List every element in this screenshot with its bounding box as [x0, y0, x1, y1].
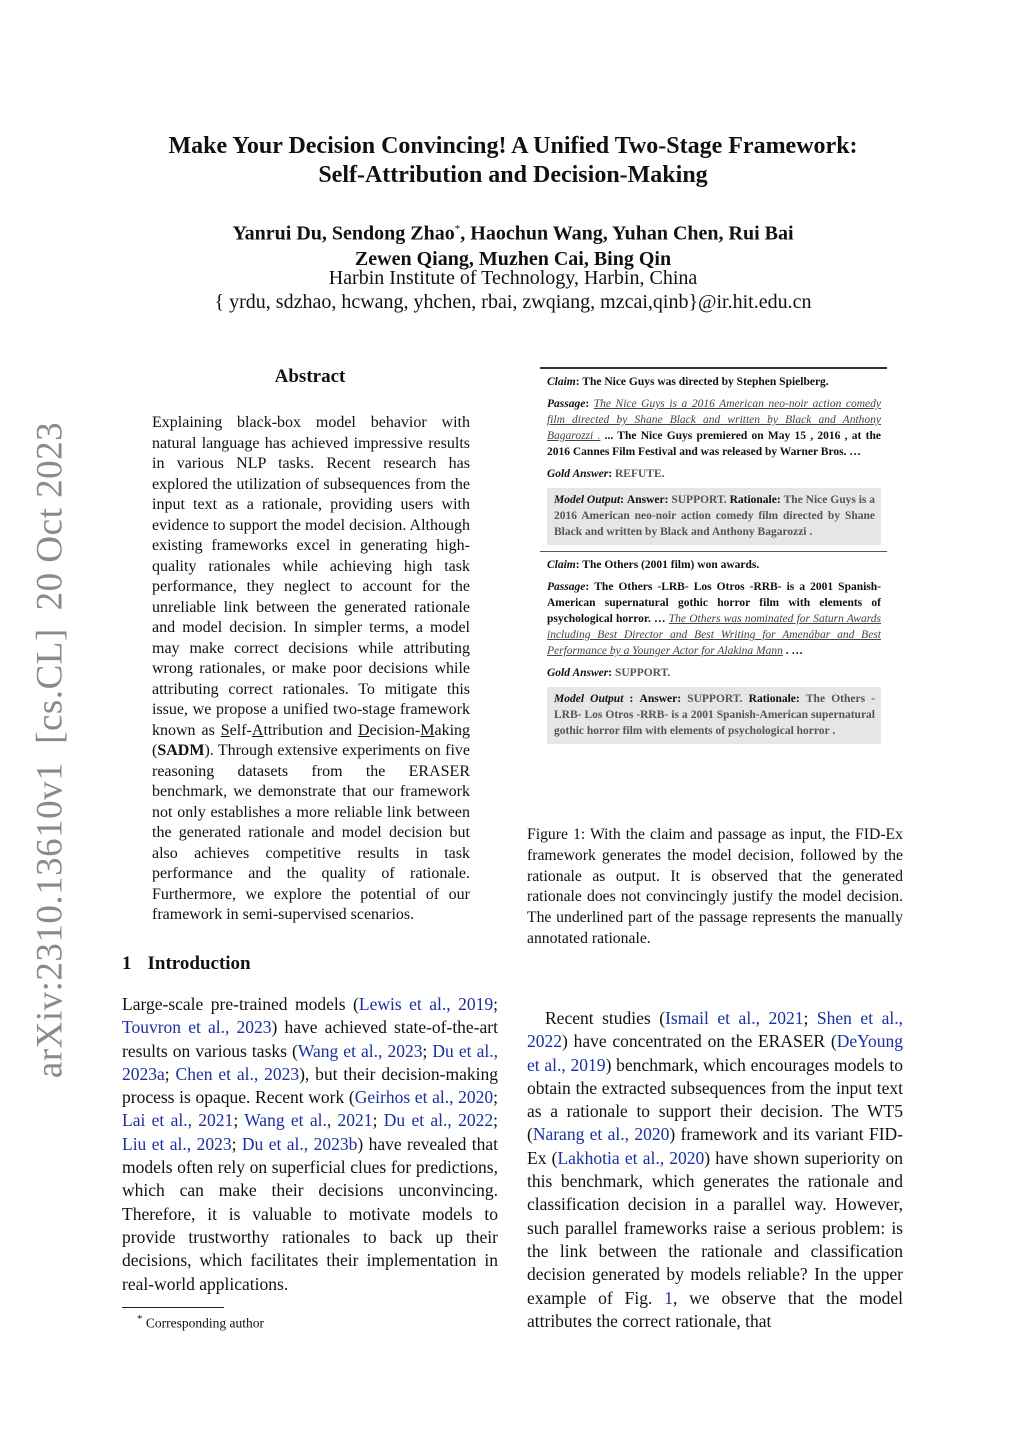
framework-name: Self-Attribution and Decision-Making: [220, 721, 471, 739]
citation-link[interactable]: Du et al., 2023a: [122, 1040, 498, 1084]
ex1-gold: Gold Answer: REFUTE.: [547, 468, 665, 480]
arxiv-date: 20 Oct 2023: [29, 421, 71, 611]
abstract-body: [152, 413, 470, 926]
ex2-passage: Passage: The Others -LRB- Los Otros -RRB- is a 2001 Spanish-American supernatural gothic horror film with elements of psychological horror. … The Others was nominated for Saturn Awards including Best Director and Best Writing for Amenábar and Best Performance by a Younger Actor for Alakina Mann . …: [547, 581, 882, 657]
intro-heading: [122, 953, 251, 975]
authors-line-1a: Yanrui Du, Sendong Zhao: [232, 222, 455, 245]
ex2-claim: Claim: The Others (2001 film) won awards.: [547, 559, 760, 571]
ex2-rationale-underline: The Others was nominated for Saturn Awards including Best Director and Best Writing for Amenábar and Best Performance by a Younger Actor for Alakina Mann: [547, 613, 881, 657]
abstract-heading: Abstract: [274, 366, 346, 387]
ex1-passage: Passage: The Nice Guys is a 2016 American neo-noir action comedy film directed by Shane Black and written by Black and Anthony Bagarozzi . ... The Nice Guys premiered on May 15 , 2016 , at the 2016 Cannes Film Festival and was released by Warner Bros. …: [547, 398, 881, 458]
arxiv-identifier: [29, 422, 72, 1078]
ex1-model-output: Model Output: Answer: SUPPORT. Rationale: The Nice Guys is a 2016 American neo-noir action comedy film directed by Shane Black and written by Black and Anthony Bagarozzi .: [547, 488, 881, 545]
footnote-text: Corresponding author: [142, 1315, 264, 1331]
footnote-rule: [122, 1307, 224, 1308]
citation-link[interactable]: Wang et al., 2021: [244, 1110, 373, 1131]
authors-line-1: [100, 217, 926, 247]
citation-link[interactable]: DeYoung et al., 2019: [527, 1031, 903, 1075]
section-title: Introduction: [147, 953, 251, 974]
ex2-model-output: Model Output : Answer: SUPPORT. Rationale: The Others -LRB- Los Otros -RRB- is a 2001 Spanish-American supernatural gothic horror film with elements of psychological horror .: [547, 687, 881, 744]
example-2: [540, 552, 887, 744]
citation-link[interactable]: Lewis et al., 2019: [358, 994, 494, 1014]
ex2-gold: Gold Answer: SUPPORT.: [547, 667, 671, 679]
paper-title: [100, 132, 926, 190]
title-line-1: Make Your Decision Convincing! A Unified Two-Stage Framework:: [168, 133, 858, 159]
footnote-mark: *: [137, 1313, 143, 1325]
author-list: [100, 217, 926, 272]
citation-link[interactable]: Liu et al., 2023: [122, 1133, 232, 1154]
citation-link[interactable]: Lakhotia et al., 2020: [557, 1147, 705, 1168]
abstract-text-1: Explaining black-box model behavior with natural language has achieved impressive results in various NLP tasks. Recent research has explored the utilization of subsequences from the input text as a rationale, providing users with evidence to support the model decision. Although existing frameworks excel in generating high-quality rationales while achieving high task performance, they neglect to account for the unreliable link between the generated rationale and model decision. In simpler terms, a model may make correct decisions while attributing wrong rationales, or make poor decisions while attributing correct rationales. To mitigate this issue, we propose a unified two-stage framework known as: [152, 414, 470, 739]
affiliation: Harbin Institute of Technology, Harbin, China: [328, 267, 698, 289]
figure-1: [540, 367, 887, 744]
figure-caption: Figure 1: With the claim and passage as input, the FID-Ex framework generates the model decision, followed by the rationale as output. It is observed that the generated rationale does not convincingly justify the model decision. The underlined part of the passage represents the manually annotated rationale.: [527, 826, 903, 947]
intro-paragraph: Large-scale pre-trained models (Lewis et al., 2019; Touvron et al., 2023) have achieved state-of-the-art results on various tasks (Wang et al., 2023; Du et al., 2023a; Chen et al., 2023), but their decision-making process is opaque. Recent work (Geirhos et al., 2020; Lai et al., 2021; Wang et al., 2021; Du et al., 2022; Liu et al., 2023; Du et al., 2023b) have revealed that models often rely on superficial clues for predictions, which can make their decisions unconvincing. Therefore, it is valuable to motivate models to provide trustworthy rationales to back up their decisions, which facilitates their implementation in real-world applications.: [122, 994, 498, 1294]
arxiv-category: [cs.CL]: [29, 628, 71, 744]
citation-link[interactable]: Du et al., 2022: [383, 1110, 494, 1131]
citation-link[interactable]: Wang et al., 2023: [297, 1040, 423, 1061]
ex1-rationale-underline: The Nice Guys is a 2016 American neo-noir action comedy film directed by Shane Black and written by Black and Anthony Bagarozzi .: [547, 398, 881, 442]
citation-link[interactable]: Touvron et al., 2023: [122, 1017, 272, 1038]
right-column-paragraph: Recent studies (Ismail et al., 2021; Shen et al., 2022) have concentrated on the ERASER (DeYoung et al., 2019) benchmark, which encourages models to obtain the extracted subsequences from the input text as a rationale to support their decision. The WT5 (Narang et al., 2020) framework and its variant FID-Ex (Lakhotia et al., 2020) have shown superiority on this benchmark, which generates the rationale and classification decision in a parallel way. However, such parallel frameworks raise a serious problem: is the link between the rationale and classification decision generated by models reliable? In the upper example of Fig. 1, we observe that the model attributes the correct rationale, that: [527, 1008, 903, 1331]
footnote: [137, 1313, 264, 1332]
citation-link[interactable]: Lai et al., 2021: [122, 1110, 234, 1131]
figure-ref-link[interactable]: 1: [664, 1287, 673, 1308]
citation-link[interactable]: Chen et al., 2023: [175, 1063, 300, 1084]
abstract-paren: (: [152, 742, 158, 759]
citation-link[interactable]: Du et al., 2023b: [241, 1133, 358, 1154]
abstract-text-2: ). Through extensive experiments on five reasoning datasets from the ERASER benchmark, we demonstrate that our framework not only establishes a more reliable link between the generated rationale and model decision but also achieves competitive results in task performance and the quality of rationale. Furthermore, we explore the potential of our framework in semi-supervised scenarios.: [152, 742, 470, 923]
corresponding-mark: *: [454, 223, 461, 235]
citation-link[interactable]: Shen et al., 2022: [527, 1008, 903, 1052]
authors-line-2: Zewen Qiang, Muzhen Cai, Bing Qin: [354, 247, 672, 270]
citation-link[interactable]: Ismail et al., 2021: [665, 1008, 804, 1028]
section-number: 1: [122, 953, 132, 974]
citation-link[interactable]: Geirhos et al., 2020: [354, 1087, 494, 1108]
ex1-claim: Claim: The Nice Guys was directed by Stephen Spielberg.: [547, 376, 829, 388]
title-line-2: Self-Attribution and Decision-Making: [318, 162, 708, 188]
arxiv-id: arXiv:2310.13610v1: [29, 761, 71, 1079]
example-1: [540, 369, 887, 545]
authors-line-1b: , Haochun Wang, Yuhan Chen, Rui Bai: [460, 222, 794, 245]
sadm-acronym: SADM: [157, 742, 205, 759]
author-emails: { yrdu, sdzhao, hcwang, yhchen, rbai, zwqiang, mzcai,qinb}@ir.hit.edu.cn: [214, 291, 812, 313]
citation-link[interactable]: Narang et al., 2020: [532, 1124, 670, 1145]
